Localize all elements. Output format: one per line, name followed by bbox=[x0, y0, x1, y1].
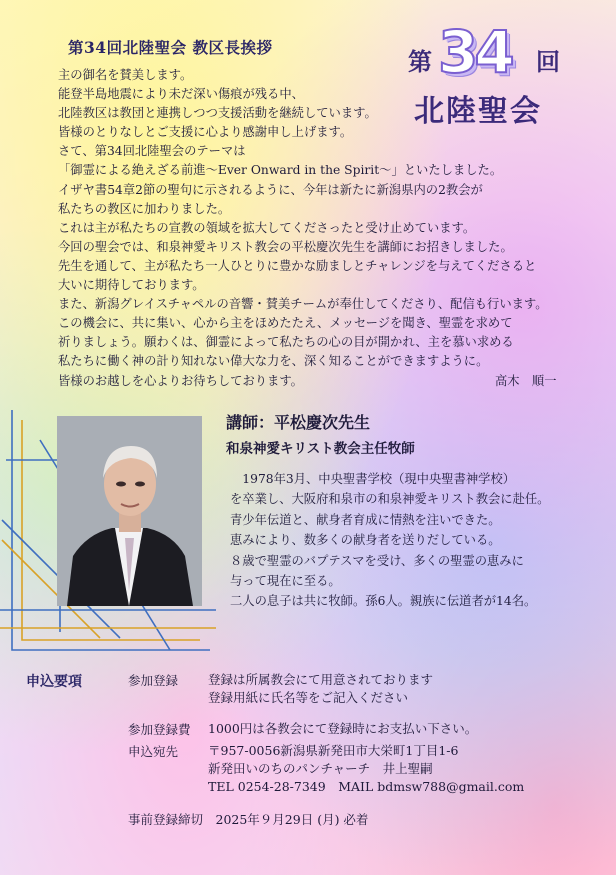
message-line: また、新潟グレイスチャペルの音響・賛美チームが奉仕してくださり、配信も行います。 bbox=[58, 297, 548, 312]
fee-value: 1000円は各教会にて登録時にお支払い下さい。 bbox=[208, 721, 478, 736]
speaker-name: 講師：平松慶次先生 bbox=[226, 413, 371, 432]
message-line: 皆様のお越しを心よりお待ちしております。 bbox=[58, 373, 303, 388]
message-line: 今回の聖会では、和泉神愛キリスト教会の平松慶次先生を講師にお招きしました。 bbox=[58, 239, 513, 254]
bio-line: 1978年3月、中央聖書学校（現中央聖書神学校） bbox=[230, 472, 516, 486]
message-line: 能登半島地震により未だ深い傷痕が残る中、 bbox=[58, 87, 304, 102]
fee-row bbox=[128, 720, 568, 740]
message-line: これは主が私たちの宣教の領域を拡大してくださったと受け止めています。 bbox=[58, 220, 476, 235]
registration-line: 登録は所属教会にて用意されております bbox=[208, 672, 434, 687]
greeting-message bbox=[58, 66, 578, 391]
address-line: 〒957-0056新潟県新発田市大栄町1丁目1-6 bbox=[208, 743, 459, 758]
address-value bbox=[208, 742, 524, 796]
message-line: 主の御名を賛美します。 bbox=[58, 68, 193, 82]
message-line: 「御霊による絶えざる前進～Ever Onward in the Spirit～」といたしました。 bbox=[58, 163, 503, 178]
bio-line: ８歳で聖霊のバプテスマを受け、多くの聖霊の恵みに bbox=[230, 553, 524, 568]
message-line: 先生を通して、主が私たち一人ひとりに豊かな励ましとチャレンジを与えてくださると bbox=[58, 258, 537, 273]
bio-line: 与って現在に至る。 bbox=[230, 574, 341, 589]
fee-label: 参加登録費 bbox=[128, 722, 191, 737]
speaker-portrait bbox=[57, 416, 202, 606]
registration-line: 登録用紙に氏名等をご記入ください bbox=[208, 690, 409, 705]
message-line: 私たちの教区に加わりました。 bbox=[58, 201, 231, 216]
application-heading: 申込要項 bbox=[26, 674, 82, 690]
registration-row bbox=[128, 671, 568, 711]
registration-value bbox=[208, 671, 433, 707]
signature: 高木 順一 bbox=[495, 374, 557, 388]
message-line: イザヤ書54章2節の聖句に示されるように、今年は新たに新潟県内の2教会が bbox=[58, 182, 483, 197]
logo-prefix: 第 bbox=[408, 47, 432, 76]
address-label: 申込宛先 bbox=[128, 744, 179, 759]
message-line: 大いに期待しております。 bbox=[58, 278, 205, 293]
speaker-photo bbox=[57, 416, 202, 606]
address-line: 新発田いのちのパンチャーチ 井上聖嗣 bbox=[208, 761, 433, 776]
speaker-title: 和泉神愛キリスト教会主任牧師 bbox=[226, 441, 415, 457]
logo-suffix: 回 bbox=[536, 47, 560, 76]
logo-number: 34 bbox=[438, 18, 511, 86]
message-title: 第34回北陸聖会 教区長挨拶 bbox=[68, 38, 273, 57]
message-line: 私たちに働く神の計り知れない偉大な力を、深く知ることができますように。 bbox=[58, 354, 489, 369]
bio-line: を卒業し、大阪府和泉市の和泉神愛キリスト教会に赴任。 bbox=[230, 492, 550, 507]
message-line: 北陸教区は教団と連携しつつ支援活動を継続しています。 bbox=[58, 106, 377, 121]
message-line: この機会に、共に集い、心から主をほめたたえ、メッセージを聞き、聖霊を求めて bbox=[58, 316, 513, 331]
message-line: さて、第34回北陸聖会のテーマは bbox=[58, 144, 246, 159]
registration-label: 参加登録 bbox=[128, 673, 179, 688]
bio-line: 青少年伝道と、献身者育成に情熱を注いできた。 bbox=[230, 512, 501, 527]
logo-name: 北陸聖会 bbox=[414, 94, 542, 129]
contact-line: TEL 0254-28-7349 MAIL bdmsw788@gmail.com bbox=[208, 779, 525, 794]
message-line: 祈りましょう。願わくは、御霊によって私たちの心の目が開かれ、主を慕い求める bbox=[58, 335, 514, 350]
bio-line: 恵みにより、数多くの献身者を送りだしている。 bbox=[230, 533, 501, 548]
speaker-bio bbox=[230, 469, 570, 612]
bio-line: 二人の息子は共に牧師。孫6人。親族に伝道者が14名。 bbox=[230, 594, 537, 609]
deadline-row: 事前登録締切 2025年９月29日 (月) 必着 bbox=[128, 812, 369, 827]
message-line: 皆様のとりなしとご支援に心より感謝申し上げます。 bbox=[58, 125, 353, 140]
address-row bbox=[128, 742, 588, 802]
